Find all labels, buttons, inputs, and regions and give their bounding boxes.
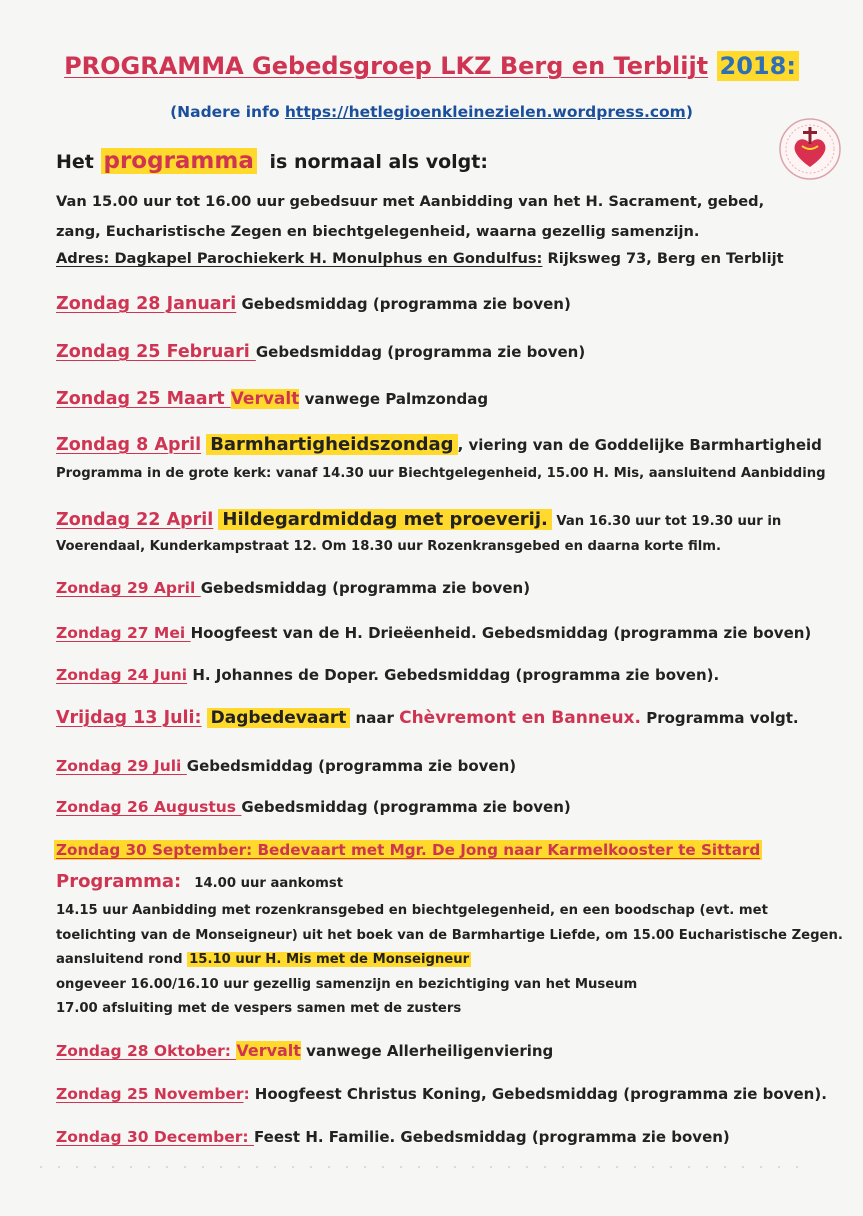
sep-programma-label: Programma: <box>56 871 182 892</box>
event-row-may <box>56 623 811 642</box>
event-text: Gebedsmiddag (programma zie boven) <box>255 343 586 361</box>
event-row-jul-29 <box>56 756 516 775</box>
intro-heading <box>56 148 488 174</box>
event-cancelled-badge: Vervalt <box>236 1041 301 1060</box>
event-date: Zondag 24 Juni <box>56 666 188 684</box>
sep-mass-highlight: 15.10 uur H. Mis met de Monseigneur <box>189 952 470 967</box>
intro-line-1: Van 15.00 uur tot 16.00 uur gebedsuur met Aanbidding van het H. Sacrament, gebed, <box>56 193 765 210</box>
title-year: 2018: <box>717 51 799 81</box>
event-date: Zondag 22 April <box>56 510 214 530</box>
event-date: Zondag 28 Januari <box>56 294 237 314</box>
info-url-link[interactable]: https://hetlegioenkleinezielen.wordpress.com <box>284 103 686 121</box>
event-highlight: Barmhartigheidszondag <box>206 434 457 455</box>
event-row-aug <box>56 797 571 816</box>
sacred-heart-cross-icon <box>778 117 842 181</box>
event-sub-apr-22: Voerendaal, Kunderkampstraat 12. Om 18.30 uur Rozenkransgebed en daarna korte film. <box>56 539 722 554</box>
address-label: Adres: Dagkapel Parochiekerk H. Monulphus en Gondulfus: <box>56 250 543 267</box>
intro-het: Het <box>56 151 94 173</box>
event-row-nov <box>56 1084 827 1103</box>
event-date: Zondag 8 April <box>56 435 202 455</box>
title-text: PROGRAMMA Gebedsgroep LKZ Berg en Terblijt <box>64 52 709 80</box>
event-row-mar <box>56 389 488 409</box>
event-date: Zondag 27 Mei <box>56 624 191 642</box>
event-text: Feest H. Familie. Gebedsmiddag (programma zie boven) <box>254 1128 730 1146</box>
intro-line-2: zang, Eucharistische Zegen en biechtgelegenheid, waarna gezellig samenzijn. <box>56 223 700 240</box>
event-colon: : <box>243 1085 250 1103</box>
event-date: Zondag 25 Februari <box>56 342 256 362</box>
event-cancelled-badge: Vervalt <box>230 389 300 409</box>
sep-line-2: toelichting van de Monseigneur) uit het boek van de Barmhartige Liefde, om 15.00 Eucharistische Zegen. <box>56 928 843 943</box>
sep-line-4: ongeveer 16.00/16.10 uur gezellig samenzijn en bezichtiging van het Museum <box>56 977 638 992</box>
event-row-oct <box>56 1041 553 1060</box>
info-open: (Nadere info <box>170 103 285 121</box>
event-text: , viering van de Goddelijke Barmhartigheid <box>457 436 822 454</box>
event-date: Zondag 30 December: <box>56 1128 255 1146</box>
event-row-apr-29 <box>56 578 530 597</box>
event-row-sep <box>54 840 762 859</box>
sep-line-3-text: aansluitend rond <box>56 952 188 967</box>
event-date: Zondag 25 Maart <box>56 389 231 409</box>
event-text: Gebedsmiddag (programma zie boven) <box>186 757 517 775</box>
event-naar: naar <box>350 709 400 727</box>
event-text: Hoogfeest van de H. Drieëenheid. Gebedsmiddag (programma zie boven) <box>190 624 812 642</box>
event-text: vanwege Palmzondag <box>299 390 489 408</box>
event-highlight: Dagbedevaart <box>207 708 351 728</box>
sep-programma-heading <box>56 871 343 892</box>
event-date: Zondag 29 April <box>56 579 201 597</box>
sep-line-1: 14.15 uur Aanbidding met rozenkransgebed en biechtgelegenheid, en een boodschap (evt. met <box>56 903 768 918</box>
sep-line-3 <box>56 952 471 967</box>
event-text: Hoogfeest Christus Koning, Gebedsmiddag (programma zie boven). <box>249 1085 827 1103</box>
event-destination: Chèvremont en Banneux. <box>399 708 641 728</box>
page-title <box>0 52 863 80</box>
event-text: Van 16.30 uur tot 19.30 uur in <box>551 514 782 529</box>
event-row-jul-13 <box>56 708 799 728</box>
info-line <box>0 103 863 121</box>
event-text: vanwege Allerheiligenviering <box>300 1042 554 1060</box>
event-text: Gebedsmiddag (programma zie boven) <box>200 579 531 597</box>
event-date-highlight: Zondag 30 September: Bedevaart met Mgr. De Jong naar Karmelkooster te Sittard <box>56 841 761 859</box>
event-date: Zondag 25 November <box>56 1085 244 1103</box>
event-date: Zondag 29 Juli <box>56 757 187 775</box>
event-row-jun <box>56 665 719 684</box>
event-text: Gebedsmiddag (programma zie boven) <box>236 295 571 313</box>
info-close: ) <box>685 103 693 121</box>
event-text: Gebedsmiddag (programma zie boven) <box>241 798 571 816</box>
event-row-apr-22 <box>56 509 781 530</box>
intro-address <box>56 246 784 272</box>
event-date: Vrijdag 13 Juli: <box>56 708 202 728</box>
event-sub-apr-8: Programma in de grote kerk: vanaf 14.30 uur Biechtgelegenheid, 15.00 H. Mis, aansluitend Aanbidding <box>56 466 826 481</box>
intro-rest: is normaal als volgt: <box>269 151 488 173</box>
event-highlight: Hildegardmiddag met proeverij. <box>218 509 551 530</box>
sep-line-5: 17.00 afsluiting met de vespers samen met de zusters <box>56 1001 462 1016</box>
event-row-apr-8 <box>56 434 822 455</box>
event-row-feb <box>56 342 585 362</box>
bottom-faint-divider <box>40 1166 800 1168</box>
sep-first-line: 14.00 uur aankomst <box>194 876 344 891</box>
event-row-dec <box>56 1127 730 1146</box>
intro-programma-highlight: programma <box>101 148 257 174</box>
address-value: Rijksweg 73, Berg en Terblijt <box>542 250 784 267</box>
event-text: Programma volgt. <box>640 709 799 727</box>
event-row-jan <box>56 294 571 314</box>
event-date: Zondag 26 Augustus <box>56 798 242 816</box>
event-text: H. Johannes de Doper. Gebedsmiddag (programma zie boven). <box>187 666 720 684</box>
event-date: Zondag 28 Oktober: <box>56 1042 237 1060</box>
